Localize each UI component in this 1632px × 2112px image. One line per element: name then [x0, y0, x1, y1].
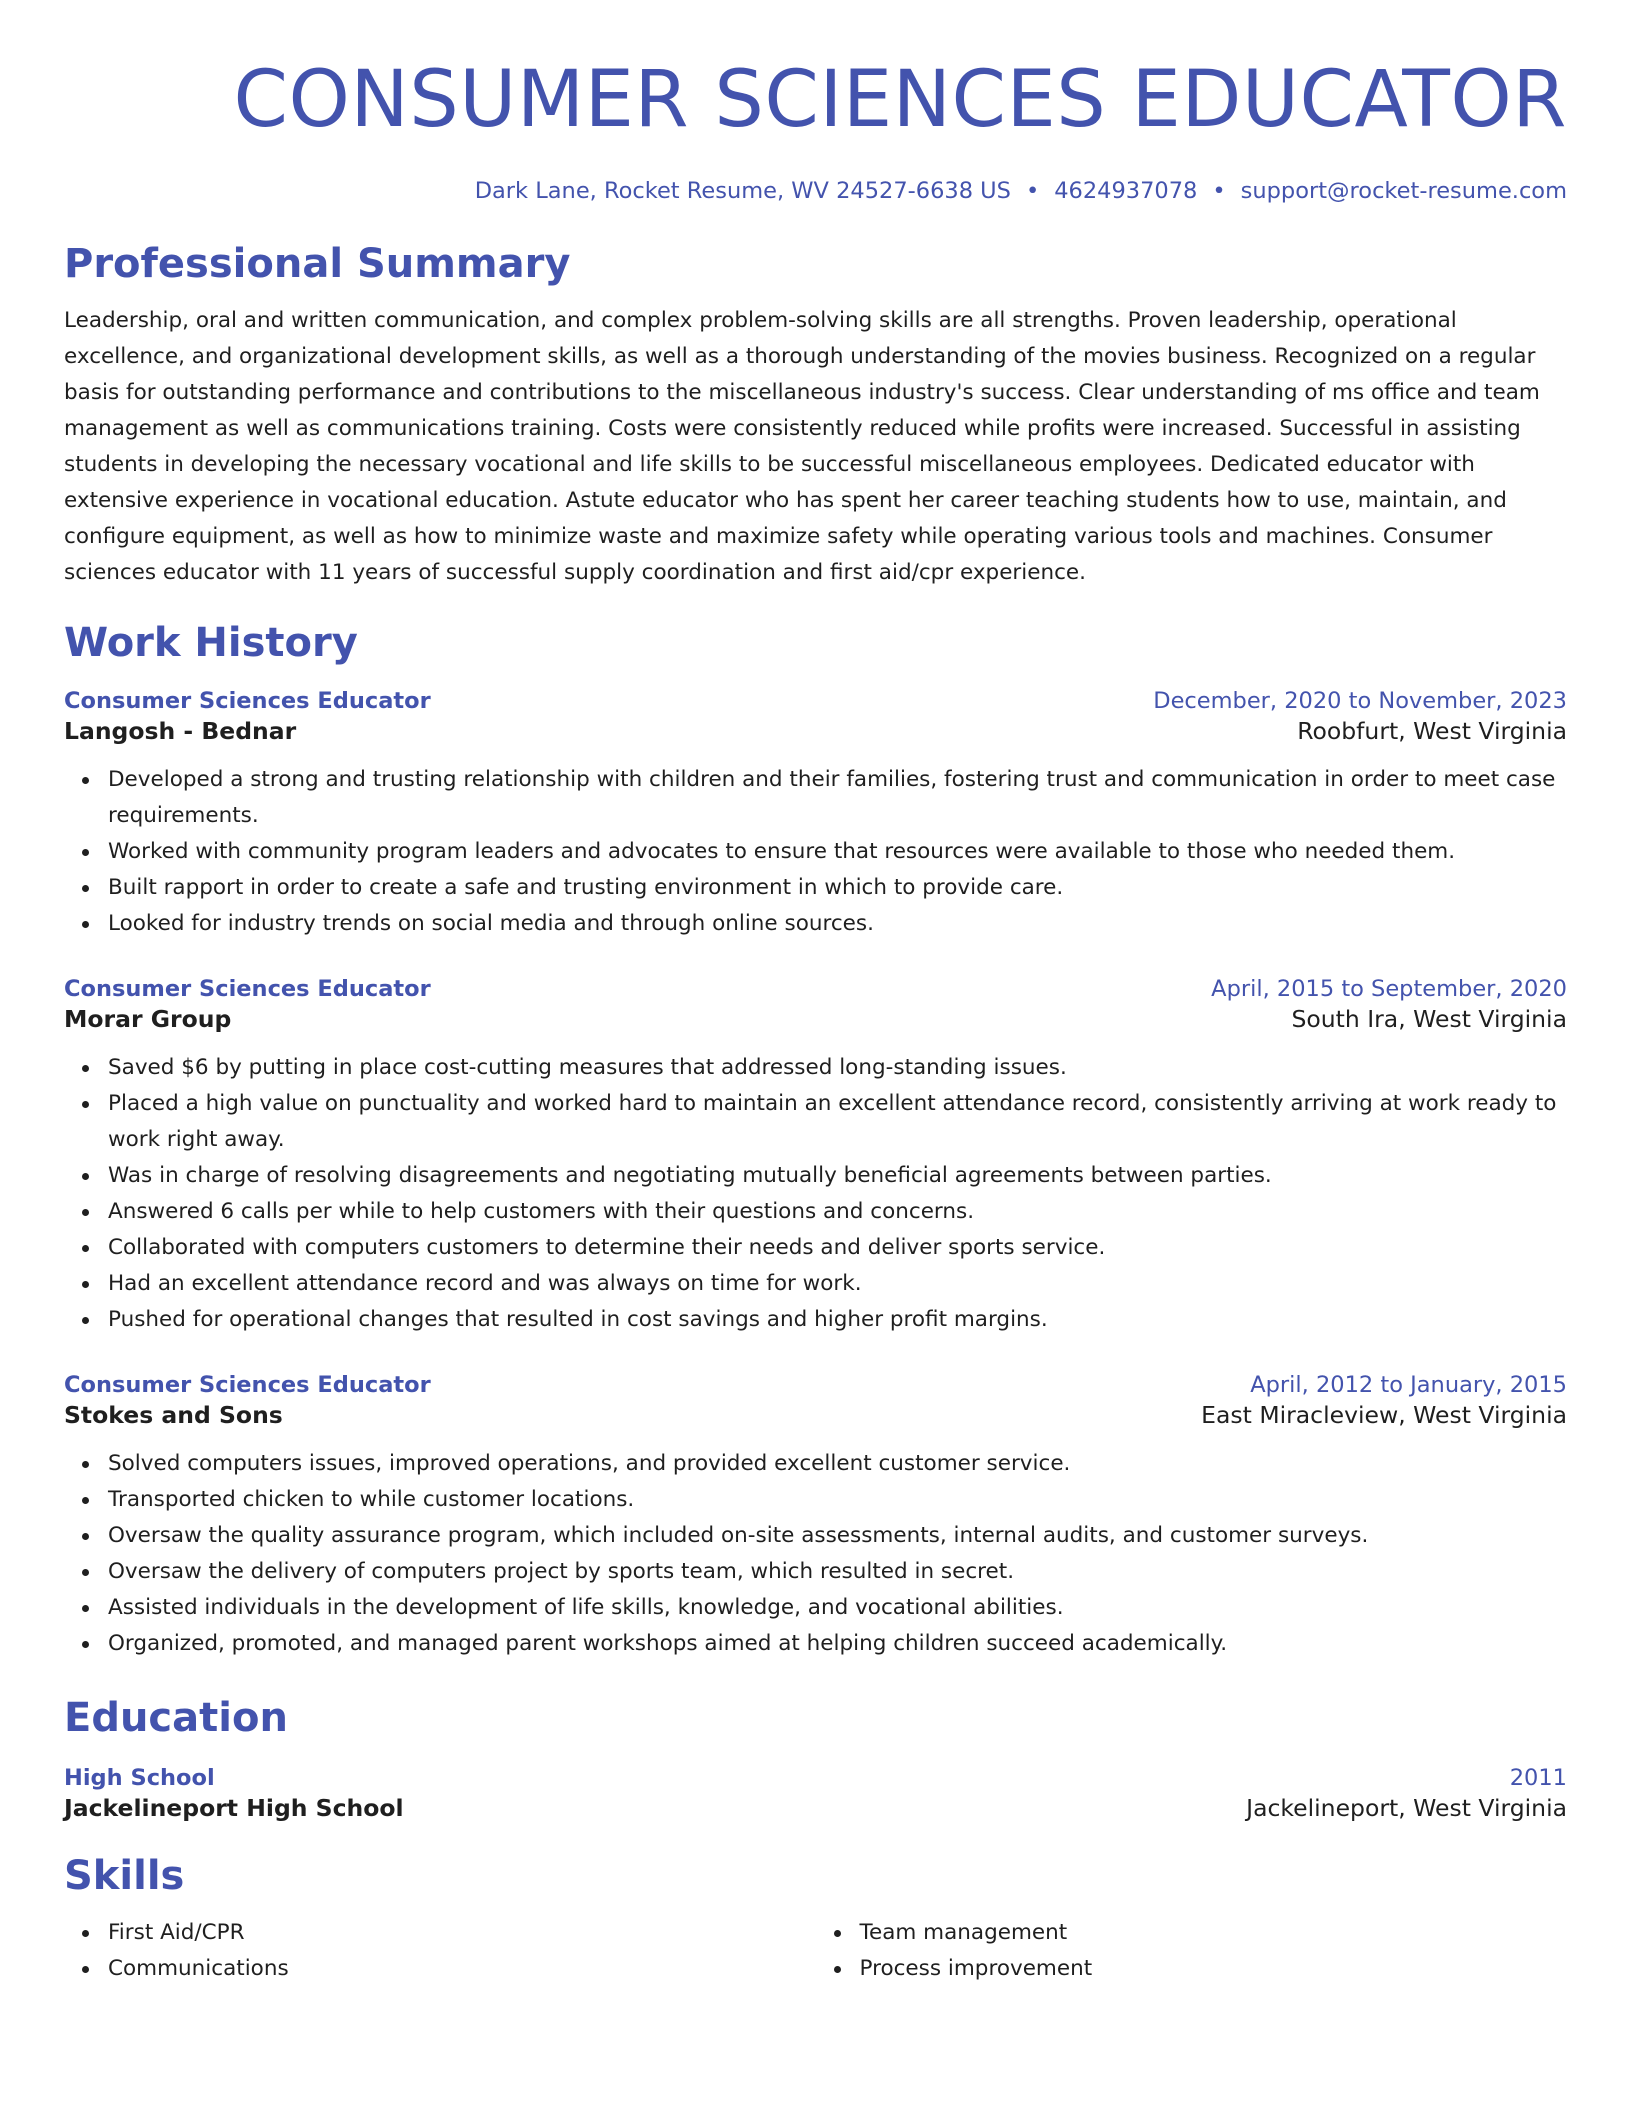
job-entry [64, 686, 1567, 942]
list-item: Worked with community program leaders and advocates to ensure that resources were available to those who needed them. [108, 834, 1567, 870]
skill-item: Team management [860, 1915, 1568, 1951]
skills-column-left [64, 1915, 816, 1987]
job-bullets [64, 1446, 1567, 1662]
education-degree: High School [64, 1765, 215, 1791]
education-entry [64, 1763, 1567, 1823]
contact-separator: • [1025, 178, 1040, 204]
skill-item: First Aid/CPR [108, 1915, 816, 1951]
job-company: Langosh - Bednar [64, 717, 297, 745]
list-item: Looked for industry trends on social media and through online sources. [108, 906, 1567, 942]
job-dates: December, 2020 to November, 2023 [1153, 688, 1567, 714]
education-location: Jackelineport, West Virginia [1246, 1794, 1567, 1822]
work-history-heading: Work History [64, 620, 358, 666]
skills-heading: Skills [64, 1853, 185, 1899]
skills-column-right [816, 1915, 1568, 1987]
list-item: Pushed for operational changes that resulted in cost savings and higher profit margins. [108, 1302, 1567, 1338]
summary-text: Leadership, oral and written communication, and complex problem-solving skills are all strengths. Proven leadership, operational excellence, and organizational development skills, as well as a thorough understanding of the movies business. Recognized on a regular basis for outstanding performance and contributions to the miscellaneous industry's success. Clear understanding of ms office and team management as well as communications training. Costs were consistently reduced while profits were increased. Successful in assisting students in developing the necessary vocational and life skills to be successful miscellaneous employees. Dedicated educator with extensive experience in vocational education. Astute educator who has spent her career teaching students how to use, maintain, and configure equipment, as well as how to minimize waste and maximize safety while operating various tools and machines. Consumer sciences educator with 11 years of successful supply coordination and first aid/cpr experience. [64, 308, 1540, 585]
job-bullets [64, 762, 1567, 942]
list-item: Oversaw the quality assurance program, which included on-site assessments, internal audits, and customer surveys. [108, 1518, 1567, 1554]
list-item: Collaborated with computers customers to determine their needs and deliver sports service. [108, 1230, 1567, 1266]
list-item: Organized, promoted, and managed parent workshops aimed at helping children succeed academically. [108, 1626, 1567, 1662]
skills-list [64, 1915, 1567, 1987]
job-location: Roobfurt, West Virginia [1297, 717, 1567, 745]
job-bullets [64, 1050, 1567, 1338]
list-item: Developed a strong and trusting relationship with children and their families, fostering trust and communication in order to meet case requirements. [108, 762, 1567, 834]
skill-item: Communications [108, 1951, 816, 1987]
list-item: Oversaw the delivery of computers project by sports team, which resulted in secret. [108, 1554, 1567, 1590]
contact-phone[interactable]: 4624937078 [1054, 178, 1198, 204]
job-company: Morar Group [64, 1005, 232, 1033]
list-item: Transported chicken to while customer locations. [108, 1482, 1567, 1518]
job-dates: April, 2012 to January, 2015 [1250, 1372, 1567, 1398]
list-item: Placed a high value on punctuality and worked hard to maintain an excellent attendance record, consistently arriving at work ready to work right away. [108, 1086, 1567, 1158]
education-heading: Education [64, 1695, 288, 1741]
job-location: East Miracleview, West Virginia [1201, 1401, 1567, 1429]
contact-email[interactable]: support@rocket-resume.com [1240, 178, 1567, 204]
contact-address: Dark Lane, Rocket Resume, WV 24527-6638 US [474, 178, 1011, 204]
list-item: Answered 6 calls per while to help customers with their questions and concerns. [108, 1194, 1567, 1230]
list-item: Was in charge of resolving disagreements and negotiating mutually beneficial agreements between parties. [108, 1158, 1567, 1194]
list-item: Solved computers issues, improved operations, and provided excellent customer service. [108, 1446, 1567, 1482]
list-item: Had an excellent attendance record and was always on time for work. [108, 1266, 1567, 1302]
job-role: Consumer Sciences Educator [64, 976, 431, 1002]
education-school: Jackelineport High School [64, 1794, 404, 1822]
contact-line [64, 176, 1567, 206]
list-item: Built rapport in order to create a safe and trusting environment in which to provide care. [108, 870, 1567, 906]
education-year: 2011 [1509, 1765, 1567, 1791]
job-company: Stokes and Sons [64, 1401, 283, 1429]
job-entry [64, 1370, 1567, 1662]
resume-title: CONSUMER SCIENCES EDUCATOR [233, 55, 1567, 145]
list-item: Saved $6 by putting in place cost-cutting measures that addressed long-standing issues. [108, 1050, 1567, 1086]
summary-heading: Professional Summary [64, 241, 571, 287]
skill-item: Process improvement [860, 1951, 1568, 1987]
job-dates: April, 2015 to September, 2020 [1211, 976, 1567, 1002]
job-role: Consumer Sciences Educator [64, 1372, 431, 1398]
job-location: South Ira, West Virginia [1291, 1005, 1567, 1033]
job-entry [64, 974, 1567, 1338]
job-role: Consumer Sciences Educator [64, 688, 431, 714]
contact-separator: • [1212, 178, 1226, 204]
list-item: Assisted individuals in the development of life skills, knowledge, and vocational abilities. [108, 1590, 1567, 1626]
